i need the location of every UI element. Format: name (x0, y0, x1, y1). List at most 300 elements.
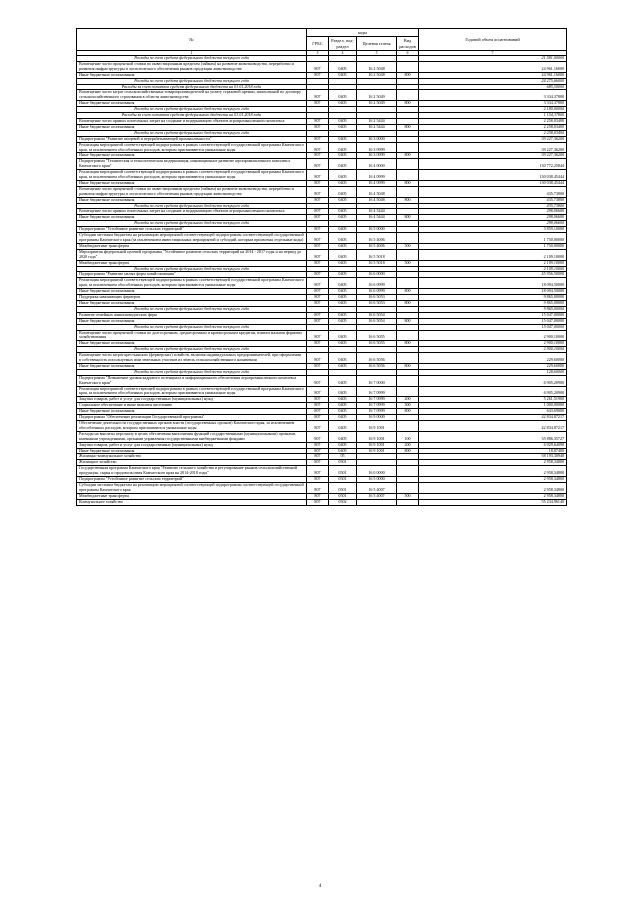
row-total: 130 038,45444 (419, 170, 567, 181)
row-name: Иные бюджетные ассигнования (77, 341, 307, 347)
row-grbs: 807 (307, 186, 329, 197)
row-name: Межбюджетные трансферты (77, 243, 307, 249)
row-csr: 16 6 5055 (357, 330, 397, 341)
row-csr: 16 9 1001 (357, 431, 397, 442)
row-name: Возмещение части затрат сельскохозяйственных товаропроизводителей на уплату страховой премии, начисленной по договору сельскохозяйственного страхования в области животноводства (77, 90, 307, 101)
row-vr: 800 (397, 180, 419, 186)
row-grbs: 807 (307, 403, 329, 409)
row-csr: 16 4 0999 (357, 180, 397, 186)
row-total: 229,60000 (419, 353, 567, 364)
row-razdel: 0405 (329, 186, 357, 197)
header-vr: Вид расходов (397, 37, 419, 51)
row-razdel: 0405 (329, 278, 357, 289)
row-razdel: 0405 (329, 215, 357, 221)
row-razdel: 0405 (329, 300, 357, 306)
row-csr: 16 7 0999 (357, 397, 397, 403)
row-total: 3 334,37800 (419, 90, 567, 101)
row-name: Субсидии местным бюджетам на реализацию мероприятий соответствующей подпрограммы соответствующей государственной программы Камчатского края (за исключением инвестиционных мероприятий и субсидий, которым присвоены отдельные коды) (77, 233, 307, 244)
row-name: Возмещение части прямых понесенных затрат на создание и модернизацию объектов агропромышленного комплекса (77, 118, 307, 124)
table-row (77, 142, 567, 153)
row-total: 15 047,00000 (419, 324, 567, 330)
row-csr: 16 6 5053 (357, 295, 397, 301)
row-name: Государственная программа Камчатского края "Развитие сельского хозяйства и регулирование рынков сельскохозяйственной продукции, сырья и продовольствия Камчатского края на 2014-2018 годы" (77, 466, 307, 477)
row-name: Подпрограмма "Повышение уровня кадрового потенциала и информационного обеспечения агропромышленного комплекса Камчатского края" (77, 375, 307, 386)
row-total: 1 000,00000 (419, 403, 567, 409)
row-total: 39 227,36200 (419, 136, 567, 142)
row-grbs: 807 (307, 101, 329, 107)
row-name: Иные бюджетные ассигнования (77, 300, 307, 306)
table-row (77, 499, 567, 505)
row-name: Реализация мероприятий соответствующей подпрограммы в рамках соответствующей государственной программы Камчатского края, за исключением обособленных расходов, которым присваиваются уникальные коды (77, 386, 307, 397)
row-grbs: 807 (307, 415, 329, 421)
row-grbs: 807 (307, 431, 329, 442)
row-grbs: 807 (307, 142, 329, 153)
table-header (77, 29, 567, 56)
table-row (77, 61, 567, 72)
row-csr: 16 6 5054 (357, 312, 397, 318)
row-razdel: 0405 (329, 180, 357, 186)
row-razdel: 0405 (329, 233, 357, 244)
row-name: Реализация мероприятий соответствующей подпрограммы в рамках соответствующей государственной программы Камчатского края, за исключением обособленных расходов, которым присваиваются уникальные коды (77, 278, 307, 289)
table-row (77, 431, 567, 442)
budget-sheet (76, 28, 566, 506)
row-total: 24 961,16000 (419, 61, 567, 72)
row-total: 42 834,87217 (419, 421, 567, 432)
row-name: Субсидии местным бюджетам на реализацию мероприятий соответствующей подпрограммы соответствующей государственной программы Камчатского края (77, 482, 307, 493)
row-vr (397, 330, 419, 341)
row-csr (357, 499, 397, 505)
row-name: Социальное обеспечение и иные выплаты населению (77, 403, 307, 409)
row-name: Возмещение части прямых понесенных затрат на создание и модернизацию объектов агропромышленного комплекса (77, 209, 307, 215)
row-name: Расходы за счет средств федерального бюджета текущего года (77, 266, 307, 272)
row-name: Подпрограмма "Техническая и технологическая модернизация, инновационное развитие агропромышленного комплекса Камчатского края" (77, 159, 307, 170)
row-vr: 800 (397, 215, 419, 221)
row-name: Расходы на выплаты персоналу в целях обеспечения выполнения функций государственными (муниципальными) органами, казенными учреждениями, органами управления государственными внебюджетными фондами (77, 431, 307, 442)
row-total: 3 859,10000 (419, 227, 567, 233)
row-total: 2 958,34800 (419, 482, 567, 493)
row-csr: 16 3 0000 (357, 136, 397, 142)
row-total: 45 956,50000 (419, 272, 567, 278)
row-total: 2 958,34800 (419, 460, 567, 466)
index-cell: 3 (307, 51, 329, 56)
row-name: Иные бюджетные ассигнования (77, 448, 307, 454)
row-name: Межбюджетные трансферты (77, 493, 307, 499)
row-csr: 16 4 5048 (357, 197, 397, 203)
row-grbs: 807 (307, 153, 329, 159)
row-name: Расходы за счет средств федерального бюджета текущего года (77, 203, 307, 209)
row-razdel: 0405 (329, 209, 357, 215)
row-name: Жилищное хозяйство (77, 460, 307, 466)
row-total: 2 180,00000 (419, 107, 567, 113)
row-razdel: 0405 (329, 118, 357, 124)
row-vr: 800 (397, 72, 419, 78)
row-total: 42 834,87217 (419, 415, 567, 421)
header-total: Годовой объем ассигнований (419, 29, 567, 51)
row-vr (397, 142, 419, 153)
row-name: Коммунальное хозяйство (77, 499, 307, 505)
header-csr: Целевая статья (357, 37, 397, 51)
row-total: 435,73800 (419, 203, 567, 209)
row-total: 128,60000 (419, 369, 567, 375)
row-name: Иные бюджетные ассигнования (77, 197, 307, 203)
row-csr: 16 2 5049 (357, 90, 397, 101)
row-total: 35 886,35727 (419, 431, 567, 442)
row-csr: 16 2 5049 (357, 101, 397, 107)
row-grbs: 807 (307, 227, 329, 233)
row-name: Расходы за счет средств федерального бюджета текущего года (77, 78, 307, 84)
row-total: 24 275,66000 (419, 78, 567, 84)
row-total: 685,50000 (419, 84, 567, 90)
row-razdel: 0405 (329, 415, 357, 421)
row-razdel: 0501 (329, 466, 357, 477)
row-name: Иные бюджетные ассигнования (77, 318, 307, 324)
row-razdel: 0405 (329, 409, 357, 415)
row-name: Расходы за счет средств федерального бюджета текущего года (77, 347, 307, 353)
row-vr: 800 (397, 363, 419, 369)
row-vr: 200 (397, 397, 419, 403)
row-total: 5 261,51900 (419, 397, 567, 403)
row-total: 2 958,34800 (419, 466, 567, 477)
row-razdel: 0405 (329, 289, 357, 295)
row-grbs: 807 (307, 118, 329, 124)
row-grbs: 807 (307, 209, 329, 215)
row-total: 15 047,00000 (419, 312, 567, 318)
row-grbs: 807 (307, 72, 329, 78)
row-name: Иные бюджетные ассигнования (77, 180, 307, 186)
row-name: Иные бюджетные ассигнования (77, 124, 307, 130)
row-name: Реализация мероприятий соответствующей подпрограммы в рамках соответствующей государственной программы Камчатского края, за исключением обособленных расходов, которым присваиваются уникальные коды (77, 142, 307, 153)
row-csr: 16 7 0999 (357, 403, 397, 409)
row-name: Мероприятия федеральной целевой программы "Устойчивое развитие сельских территорий на 2014 - 2017 годы и на период до 2020 года" (77, 249, 307, 260)
row-csr: 16 6 5056 (357, 363, 397, 369)
row-vr (397, 375, 419, 386)
row-grbs: 807 (307, 477, 329, 483)
row-total: 298,06600 (419, 221, 567, 227)
row-razdel: 0405 (329, 421, 357, 432)
row-name: Расходы за счет средств федерального бюджета текущего года (77, 369, 307, 375)
header-codes: коды (307, 29, 419, 37)
row-razdel: 0405 (329, 101, 357, 107)
row-csr: 16 5 4007 (357, 493, 397, 499)
row-grbs: 807 (307, 289, 329, 295)
row-name: Расходы за счет средств федерального бюджета текущего года (77, 306, 307, 312)
row-grbs: 807 (307, 330, 329, 341)
row-grbs: 807 (307, 353, 329, 364)
table-row (77, 233, 567, 244)
row-grbs: 807 (307, 466, 329, 477)
index-cell: 1 (77, 51, 307, 56)
row-razdel: 05 (329, 454, 357, 460)
row-total: 435,73800 (419, 197, 567, 203)
row-razdel: 0405 (329, 72, 357, 78)
row-csr: 16 9 0000 (357, 415, 397, 421)
index-cell: 6 (397, 51, 419, 56)
row-grbs: 807 (307, 375, 329, 386)
row-razdel: 0501 (329, 477, 357, 483)
row-total: 39 227,36200 (419, 153, 567, 159)
row-total: 18 094,50000 (419, 289, 567, 295)
row-vr (397, 421, 419, 432)
row-razdel: 0405 (329, 363, 357, 369)
row-name: Иные бюджетные ассигнования (77, 363, 307, 369)
row-csr: 16 4 5444 (357, 215, 397, 221)
row-total: 2 958,34800 (419, 477, 567, 483)
row-vr: 200 (397, 442, 419, 448)
page-number: 4 (318, 884, 322, 889)
row-name: Межбюджетные трансферты (77, 260, 307, 266)
row-csr: 16 6 0999 (357, 278, 397, 289)
row-total: 2 258,03400 (419, 118, 567, 124)
row-razdel: 0405 (329, 341, 357, 347)
row-grbs: 807 (307, 215, 329, 221)
row-total: 18,87400 (419, 448, 567, 454)
row-vr (397, 170, 419, 181)
index-cell: 4 (329, 51, 357, 56)
row-razdel: 0405 (329, 442, 357, 448)
row-razdel: 0405 (329, 142, 357, 153)
row-grbs: 807 (307, 409, 329, 415)
row-grbs: 807 (307, 300, 329, 306)
row-vr (397, 233, 419, 244)
table-row (77, 482, 567, 493)
row-total: 2 958,34800 (419, 493, 567, 499)
row-grbs: 807 (307, 460, 329, 466)
row-grbs: 807 (307, 482, 329, 493)
row-grbs: 807 (307, 363, 329, 369)
row-csr: 16 5 0000 (357, 477, 397, 483)
row-grbs: 807 (307, 318, 329, 324)
row-grbs: 807 (307, 448, 329, 454)
row-razdel: 0405 (329, 375, 357, 386)
row-csr: 16 5 5018 (357, 249, 397, 260)
row-csr: 16 4 5048 (357, 186, 397, 197)
row-razdel: 0405 (329, 403, 357, 409)
row-name: Обеспечение деятельности государственных органов власти (государственных органов) Камчатского края, за исключением обособленных расходов, которым присваиваются уникальные коды (77, 421, 307, 432)
row-vr: 800 (397, 197, 419, 203)
row-razdel: 0502 (329, 499, 357, 505)
row-csr: 16 2 5048 (357, 61, 397, 72)
row-razdel: 0405 (329, 243, 357, 249)
row-vr: 100 (397, 431, 419, 442)
row-csr: 16 6 5055 (357, 341, 397, 347)
row-razdel: 0501 (329, 460, 357, 466)
row-razdel: 0501 (329, 482, 357, 493)
row-name: Жилищно-коммунальное хозяйство (77, 454, 307, 460)
table-row (77, 386, 567, 397)
row-csr: 16 6 5054 (357, 318, 397, 324)
row-vr (397, 159, 419, 170)
row-grbs: 807 (307, 442, 329, 448)
row-vr (397, 466, 419, 477)
row-name: Возмещение части процентной ставки по инвестиционным кредитам (займам) на развитие животноводства, переработки и развития инфраструктуры и логистического обеспечения рынков продукции животноводства (77, 61, 307, 72)
row-vr (397, 386, 419, 397)
row-csr: 16 6 0999 (357, 289, 397, 295)
row-csr: 16 9 1001 (357, 448, 397, 454)
row-csr: 16 5 4006 (357, 233, 397, 244)
row-grbs: 807 (307, 493, 329, 499)
header-razdel: Раздел, под-раздел (329, 37, 357, 51)
row-razdel: 0405 (329, 136, 357, 142)
row-total: 15 047,00000 (419, 318, 567, 324)
row-total: 2 900,10000 (419, 347, 567, 353)
row-name: Реализация мероприятий соответствующей подпрограммы в рамках соответствующей государственной программы Камчатского края, за исключением обособленных расходов, которым присваиваются уникальные коды (77, 170, 307, 181)
row-grbs: 807 (307, 397, 329, 403)
row-name: Возмещение части процентной ставки по инвестиционным кредитам (займам) на развитие животноводства, переработки и развития инфраструктуры и логистического обеспечения рынков продукции животноводства (77, 186, 307, 197)
row-name: Иные бюджетные ассигнования (77, 72, 307, 78)
row-razdel: 0405 (329, 61, 357, 72)
row-grbs: 807 (307, 295, 329, 301)
row-razdel: 0405 (329, 227, 357, 233)
row-total: 6 929,64090 (419, 442, 567, 448)
row-grbs: 807 (307, 312, 329, 318)
row-total: 229,60000 (419, 363, 567, 369)
row-vr: 800 (397, 318, 419, 324)
row-total: 9 865,00000 (419, 300, 567, 306)
row-total: 18 094,50000 (419, 278, 567, 289)
table-row (77, 159, 567, 170)
row-name: Иные бюджетные ассигнования (77, 101, 307, 107)
row-razdel: 0405 (329, 153, 357, 159)
row-razdel: 0405 (329, 124, 357, 130)
row-csr: 16 0 0000 (357, 466, 397, 477)
row-total: 2 258,03400 (419, 124, 567, 130)
row-vr: 500 (397, 243, 419, 249)
row-total: 2 900,10000 (419, 330, 567, 341)
row-grbs: 807 (307, 278, 329, 289)
row-vr (397, 90, 419, 101)
row-csr: 16 4 5444 (357, 209, 397, 215)
row-csr: 16 7 0000 (357, 375, 397, 386)
row-name: Расходы за счет средств федерального бюджета текущего года (77, 56, 307, 62)
row-total: 130 038,45444 (419, 180, 567, 186)
row-razdel: 0405 (329, 170, 357, 181)
row-csr: 16 7 0999 (357, 409, 397, 415)
row-name: Подпрограмма "Обеспечение реализации Государственной программы" (77, 415, 307, 421)
row-grbs: 807 (307, 90, 329, 101)
row-vr: 800 (397, 289, 419, 295)
row-grbs: 807 (307, 386, 329, 397)
row-grbs: 807 (307, 159, 329, 170)
row-vr (397, 353, 419, 364)
row-razdel: 0405 (329, 353, 357, 364)
row-name: Подпрограмма "Развитие малых форм хозяйствования" (77, 272, 307, 278)
row-csr: 16 5 5018 (357, 260, 397, 266)
row-csr: 16 6 5056 (357, 353, 397, 364)
row-csr: 16 3 0999 (357, 153, 397, 159)
row-total: 643,69000 (419, 409, 567, 415)
row-total: 58 193,30940 (419, 454, 567, 460)
row-name: Иные бюджетные ассигнования (77, 409, 307, 415)
row-vr (397, 186, 419, 197)
row-razdel: 0405 (329, 295, 357, 301)
row-vr: 800 (397, 409, 419, 415)
row-total: 9 865,00000 (419, 295, 567, 301)
row-name: Подпрограмма "Устойчивое развитие сельских территорий" (77, 227, 307, 233)
row-csr: 16 5 4006 (357, 243, 397, 249)
row-name: Расходы за счет средств федерального бюджета текущего года (77, 130, 307, 136)
row-vr: 800 (397, 448, 419, 454)
row-total: 55 234,96140 (419, 499, 567, 505)
row-vr: 800 (397, 300, 419, 306)
row-total: 39 227,36200 (419, 142, 567, 153)
row-csr: 16 9 1001 (357, 421, 397, 432)
row-total: 2 109,10000 (419, 249, 567, 260)
row-csr: 16 2 5444 (357, 124, 397, 130)
row-csr: 16 5 0000 (357, 227, 397, 233)
row-name: Расходы за счет остатков средств федерального бюджета на 01.01.2018 года (77, 84, 307, 90)
row-vr: 800 (397, 101, 419, 107)
row-vr (397, 278, 419, 289)
row-name: Иные бюджетные ассигнования (77, 215, 307, 221)
row-razdel: 0405 (329, 312, 357, 318)
row-csr: 16 4 0999 (357, 170, 397, 181)
row-csr: 16 6 5053 (357, 300, 397, 306)
row-total: 1 750,00000 (419, 243, 567, 249)
row-grbs: 807 (307, 260, 329, 266)
row-name: Иные бюджетные ассигнования (77, 289, 307, 295)
table-row (77, 278, 567, 289)
row-razdel: 0405 (329, 318, 357, 324)
row-total: 21 581,00000 (419, 56, 567, 62)
row-name: Подпрограмма "Устойчивое развитие сельских территорий" (77, 477, 307, 483)
index-cell: 7 (419, 51, 567, 56)
row-grbs: 807 (307, 170, 329, 181)
row-total: 2 900,10000 (419, 341, 567, 347)
table-row (77, 466, 567, 477)
table-row (77, 330, 567, 341)
table-row (77, 353, 567, 364)
row-total: 298,06600 (419, 209, 567, 215)
row-name: Расходы за счет средств федерального бюджета текущего года (77, 107, 307, 113)
row-name: Закупка товаров, работ и услуг для государственных (муниципальных) нужд (77, 442, 307, 448)
row-total: 2 109,10000 (419, 266, 567, 272)
row-grbs: 807 (307, 136, 329, 142)
row-grbs: 807 (307, 243, 329, 249)
row-grbs: 807 (307, 421, 329, 432)
row-csr: 16 4 0000 (357, 159, 397, 170)
row-grbs: 807 (307, 499, 329, 505)
row-name: Поддержка начинающих фермеров (77, 295, 307, 301)
header-grbs: ГРБС (307, 37, 329, 51)
table-row (77, 249, 567, 260)
row-name: Развитие семейных животноводческих ферм (77, 312, 307, 318)
row-razdel: 0405 (329, 397, 357, 403)
row-csr: 16 2 5444 (357, 118, 397, 124)
table-row (77, 90, 567, 101)
row-csr: 16 5 4007 (357, 482, 397, 493)
budget-table (76, 28, 567, 506)
row-vr (397, 499, 419, 505)
row-name: Возмещение части процентной ставки по долгосрочным, среднесрочным и краткосрочным кредитам, взятым малыми формами хозяйствования (77, 330, 307, 341)
row-razdel: 0405 (329, 159, 357, 170)
table-row (77, 186, 567, 197)
table-row (77, 375, 567, 386)
row-vr: 800 (397, 341, 419, 347)
row-total: 3 334,37800 (419, 101, 567, 107)
row-total: 2 258,03400 (419, 130, 567, 136)
row-name: Расходы за счет средств федерального бюджета текущего года (77, 221, 307, 227)
row-vr (397, 249, 419, 260)
row-total: 130 772,25844 (419, 159, 567, 170)
row-name: Расходы за счет средств федерального бюджета текущего года (77, 324, 307, 330)
row-grbs: 807 (307, 341, 329, 347)
row-vr (397, 482, 419, 493)
row-razdel: 0405 (329, 260, 357, 266)
row-total: 6 905,20900 (419, 386, 567, 397)
row-total: 2 109,10000 (419, 260, 567, 266)
row-total: 9 865,00000 (419, 306, 567, 312)
row-razdel: 0405 (329, 249, 357, 260)
